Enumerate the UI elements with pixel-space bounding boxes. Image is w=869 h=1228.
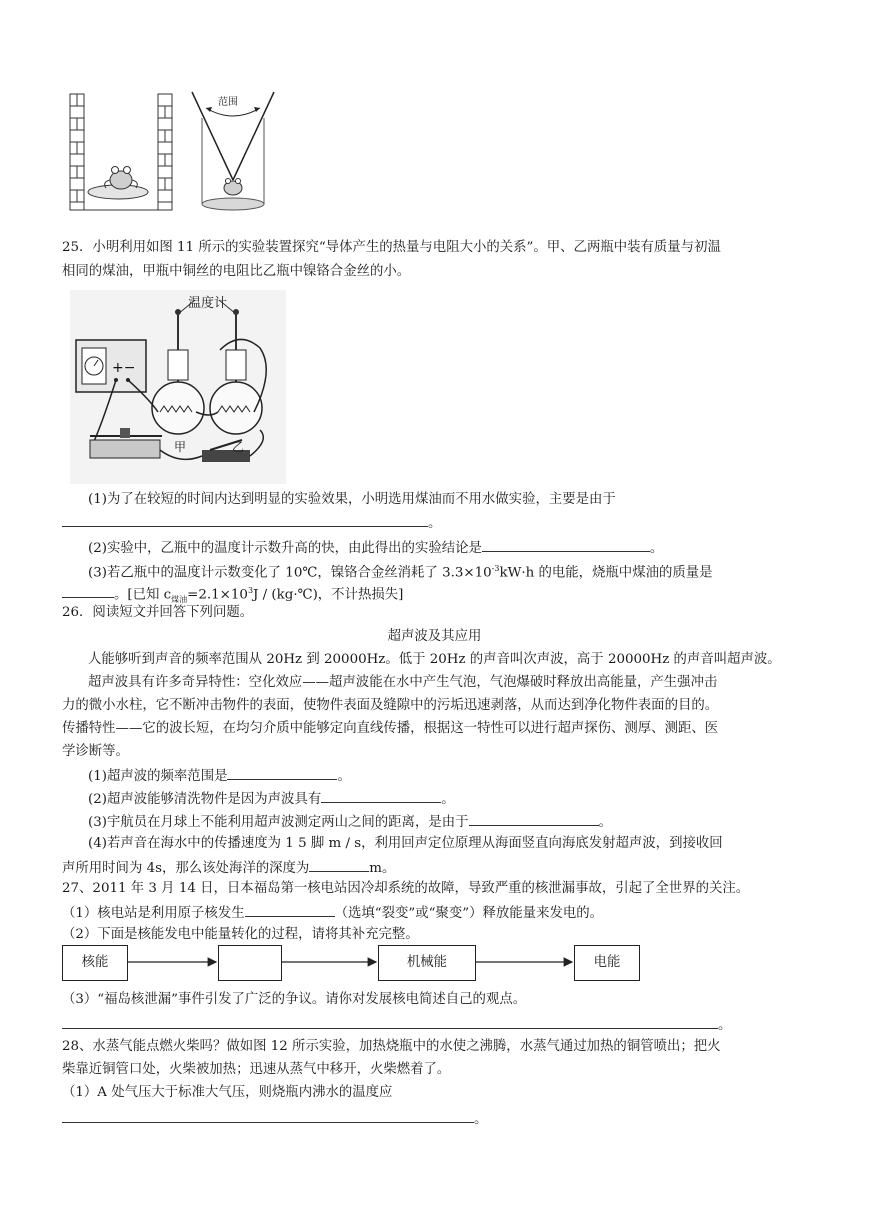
q26-blank2[interactable] xyxy=(321,788,441,803)
q26-q3-text: (3)宇航员在月球上不能利用超声波测定两山之间的距离，是由于 xyxy=(88,815,469,830)
q25-blank2[interactable] xyxy=(482,537,650,552)
q25-part1-end: 。 xyxy=(428,516,442,531)
q25-blank1[interactable] xyxy=(62,512,428,527)
energy-flow-diagram xyxy=(62,945,662,985)
q25-part3 xyxy=(88,559,713,583)
q25-blank3[interactable] xyxy=(62,583,114,598)
q27-s1-text: （1）核电站是利用原子核发生 xyxy=(62,906,245,921)
q28-s1-end: 。 xyxy=(474,1112,488,1127)
q25-part2 xyxy=(88,537,663,559)
energy-box-nuclear: 核能 xyxy=(62,945,128,981)
q27-sub1 xyxy=(62,902,603,924)
q25-part1-answer-line xyxy=(62,512,441,534)
q26-stem: 26．阅读短文并回答下列问题。 xyxy=(62,605,254,620)
q26-question4-line2 xyxy=(62,857,395,879)
q26-title: 超声波及其应用 xyxy=(387,629,482,644)
q26-question2 xyxy=(88,788,455,810)
q26-para1: 人能够听到声音的频率范围从 20Hz 到 20000Hz。低于 20Hz 的声音叫次声波，高于 20000Hz 的声音叫超声波。 xyxy=(88,652,781,667)
q27-s3-end: 。 xyxy=(718,1018,732,1033)
q26-q3-end: 。 xyxy=(598,815,612,830)
range-label: 范围 xyxy=(218,97,238,108)
q25-stem-line1: 25．小明利用如图 11 所示的实验装置探究“导体产生的热量与电阻大小的关系”。甲、乙两瓶中装有质量与初温 xyxy=(62,240,721,255)
circuit-figure xyxy=(70,290,286,484)
q28-stem-line2: 柴靠近铜管口处，火柴被加热；迅速从蒸气中移开，火柴燃着了。 xyxy=(62,1062,451,1077)
q26-question1 xyxy=(88,765,351,787)
q26-q2-text: (2)超声波能够清洗物件是因为声波具有 xyxy=(88,792,322,807)
thermometer-label: 温度计 xyxy=(188,296,228,311)
q26-question3 xyxy=(88,811,612,833)
q25-part3-mid: =2.1×10 xyxy=(187,587,248,603)
flask-jia-label: 甲 xyxy=(174,440,187,454)
q25-stem-line2: 相同的煤油，甲瓶中铜丝的电阻比乙瓶中镍铬合金丝的小。 xyxy=(62,264,411,279)
q26-q1-end: 。 xyxy=(337,769,351,784)
q28-sub1-answer-line xyxy=(62,1108,487,1130)
q26-q1-text: (1)超声波的频率范围是 xyxy=(88,769,228,784)
flask-yi-label: 乙 xyxy=(232,440,245,454)
energy-box-blank[interactable] xyxy=(218,945,282,981)
q27-sub2: （2）下面是核能发电中能量转化的过程，请将其补充完整。 xyxy=(62,927,419,942)
q25-part2-end: 。 xyxy=(649,541,664,556)
q27-stem: 27、2011 年 3 月 14 日，日本福岛第一核电站因冷却系统的故障，导致严重的核泄漏事故，引起了全世界的关注。 xyxy=(62,881,750,896)
q28-stem-line1: 28、水蒸气能点燃火柴吗？做如图 12 所示实验，加热烧瓶中的水使之沸腾，水蒸气通过加热的铜管喷出；把火 xyxy=(62,1039,721,1054)
q27-sub3-answer-line xyxy=(62,1014,731,1036)
q25-part3-sub: 煤油 xyxy=(171,595,188,605)
q26-blank4[interactable] xyxy=(309,857,369,872)
q25-part3-sup: -3 xyxy=(491,564,500,573)
q27-blank1[interactable] xyxy=(245,902,335,917)
q26-para2-line3: 传播特性——它的波长短，在均匀介质中能够定向直线传播，根据这一特性可以进行超声探伤、测厚、测距、医 xyxy=(62,721,719,736)
q26-q4-text: 声所用时间为 4s，那么该处海洋的深度为 xyxy=(62,861,310,876)
q26-blank1[interactable] xyxy=(227,765,337,780)
q25-part3-tail2: J / (kg·℃)，不计热损失] xyxy=(253,587,404,603)
q26-question4-line1: (4)若声音在海水中的传播速度为 1 5 脚 m / s，利用回声定位原理从海面竖直向海底发射超声波，到接收回 xyxy=(88,836,723,851)
range-figure xyxy=(188,88,278,214)
q26-q2-end: 。 xyxy=(441,792,455,807)
q27-blank3[interactable] xyxy=(62,1014,718,1029)
q26-q4-end: m。 xyxy=(369,861,396,876)
q25-part2-text: (2)实验中，乙瓶中的温度计示数升高的快，由此得出的实验结论是 xyxy=(88,541,482,556)
q28-sub1: （1）A 处气压大于标准大气压，则烧瓶内沸水的温度应 xyxy=(62,1085,393,1100)
q25-part3-text: (3)若乙瓶中的温度计示数变化了 10℃，镍铬合金丝消耗了 3.3×10 xyxy=(88,565,492,581)
well-frog-figure xyxy=(66,88,178,214)
q25-part1: (1)为了在较短的时间内达到明显的实验效果，小明选用煤油而不用水做实验，主要是由于 xyxy=(88,492,616,507)
q27-sub3: （3）“福岛核泄漏”事件引发了广泛的争议。请你对发展核电简述自己的观点。 xyxy=(62,992,527,1007)
q26-para2-line1: 超声波具有许多奇异特性：空化效应——超声波能在水中产生气泡，气泡爆破时释放出高能量，产生强冲击 xyxy=(88,675,718,690)
q28-blank1[interactable] xyxy=(62,1108,474,1123)
energy-box-electric: 电能 xyxy=(574,945,640,981)
q25-part3-given: 。[已知 c xyxy=(114,587,172,603)
q26-blank3[interactable] xyxy=(469,811,599,826)
q25-part3-tail: kW·h 的电能，烧瓶中煤油的质量是 xyxy=(499,565,713,581)
svg-text:+−: +− xyxy=(112,360,136,376)
q27-s1-end: （选填“裂变”或“聚变”）释放能量来发电的。 xyxy=(334,906,604,921)
energy-box-mechanical: 机械能 xyxy=(378,945,476,981)
q25-part3-sup2: 3 xyxy=(247,586,254,595)
q26-para2-line4: 学诊断等。 xyxy=(62,744,129,759)
q26-para2-line2: 力的微小水柱，它不断冲击物件的表面，使物件表面及缝隙中的污垢迅速剥落，从而达到净化物件表面的目的。 xyxy=(62,698,719,713)
